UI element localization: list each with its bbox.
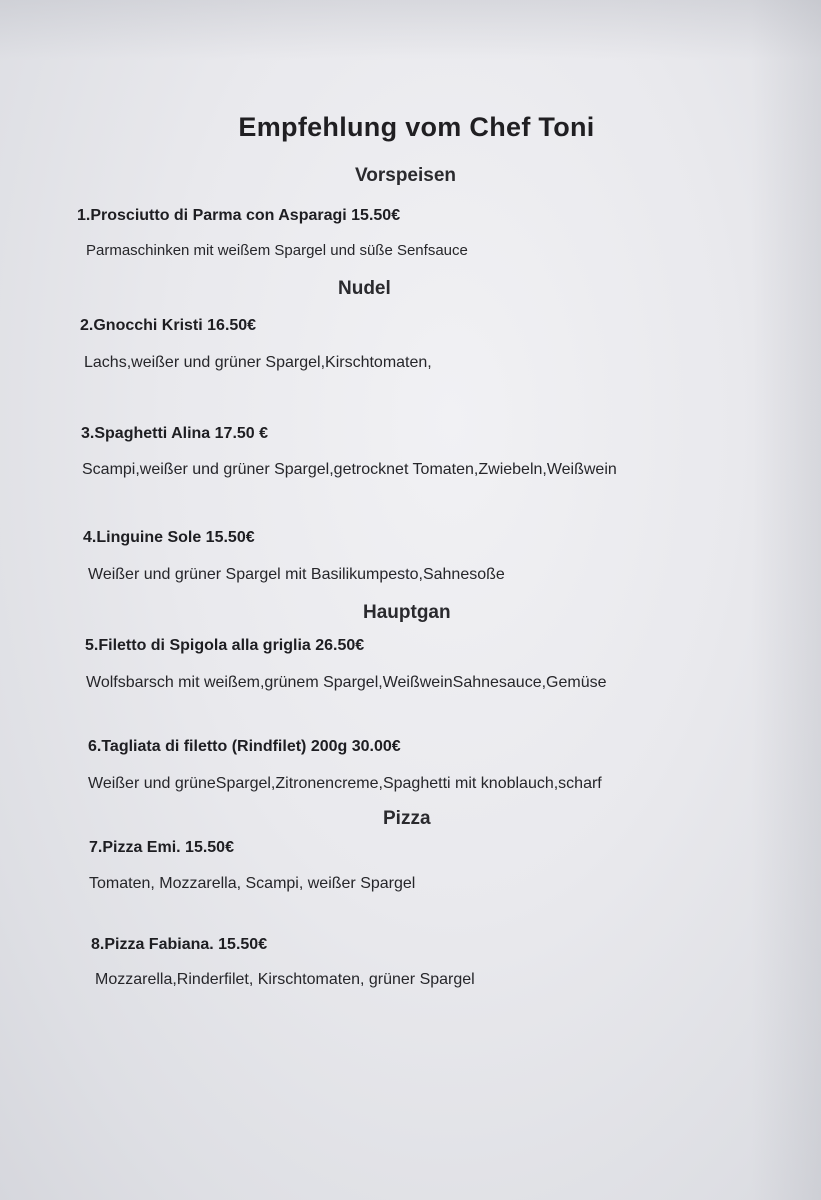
dish-name: 4.Linguine Sole 15.50€ — [83, 529, 255, 546]
dish-name: 1.Prosciutto di Parma con Asparagi 15.50€ — [77, 207, 401, 224]
dish-description: Mozzarella,Rinderfilet, Kirschtomaten, grüner Spargel — [95, 971, 475, 988]
section-heading-pizza: Pizza — [383, 808, 431, 829]
dish-name: 2.Gnocchi Kristi 16.50€ — [80, 317, 257, 334]
dish-description: Parmaschinken mit weißem Spargel und süße Senfsauce — [86, 242, 468, 259]
dish-description: Scampi,weißer und grüner Spargel,getrocknet Tomaten,Zwiebeln,Weißwein — [82, 461, 617, 478]
menu-title: Empfehlung vom Chef Toni — [238, 112, 595, 142]
section-heading-nudel: Nudel — [338, 278, 391, 299]
dish-name: 7.Pizza Emi. 15.50€ — [89, 839, 234, 856]
dish-description: Wolfsbarsch mit weißem,grünem Spargel,WeißweinSahnesauce,Gemüse — [86, 674, 607, 691]
section-heading-vorspeisen: Vorspeisen — [355, 165, 457, 186]
dish-name: 6.Tagliata di filetto (Rindfilet) 200g 30.00€ — [88, 738, 401, 755]
dish-description: Tomaten, Mozzarella, Scampi, weißer Spargel — [89, 875, 416, 892]
dish-name: 5.Filetto di Spigola alla griglia 26.50€ — [85, 637, 365, 654]
section-heading-hauptgan: Hauptgan — [363, 602, 451, 623]
dish-description: Weißer und grüner Spargel mit Basilikumpesto,Sahnesoße — [88, 566, 505, 583]
dish-description: Lachs,weißer und grüner Spargel,Kirschtomaten, — [84, 354, 432, 371]
dish-description: Weißer und grüneSpargel,Zitronencreme,Spaghetti mit knoblauch,scharf — [88, 775, 602, 792]
dish-name: 3.Spaghetti Alina 17.50 € — [81, 425, 269, 442]
dish-name: 8.Pizza Fabiana. 15.50€ — [91, 936, 268, 953]
